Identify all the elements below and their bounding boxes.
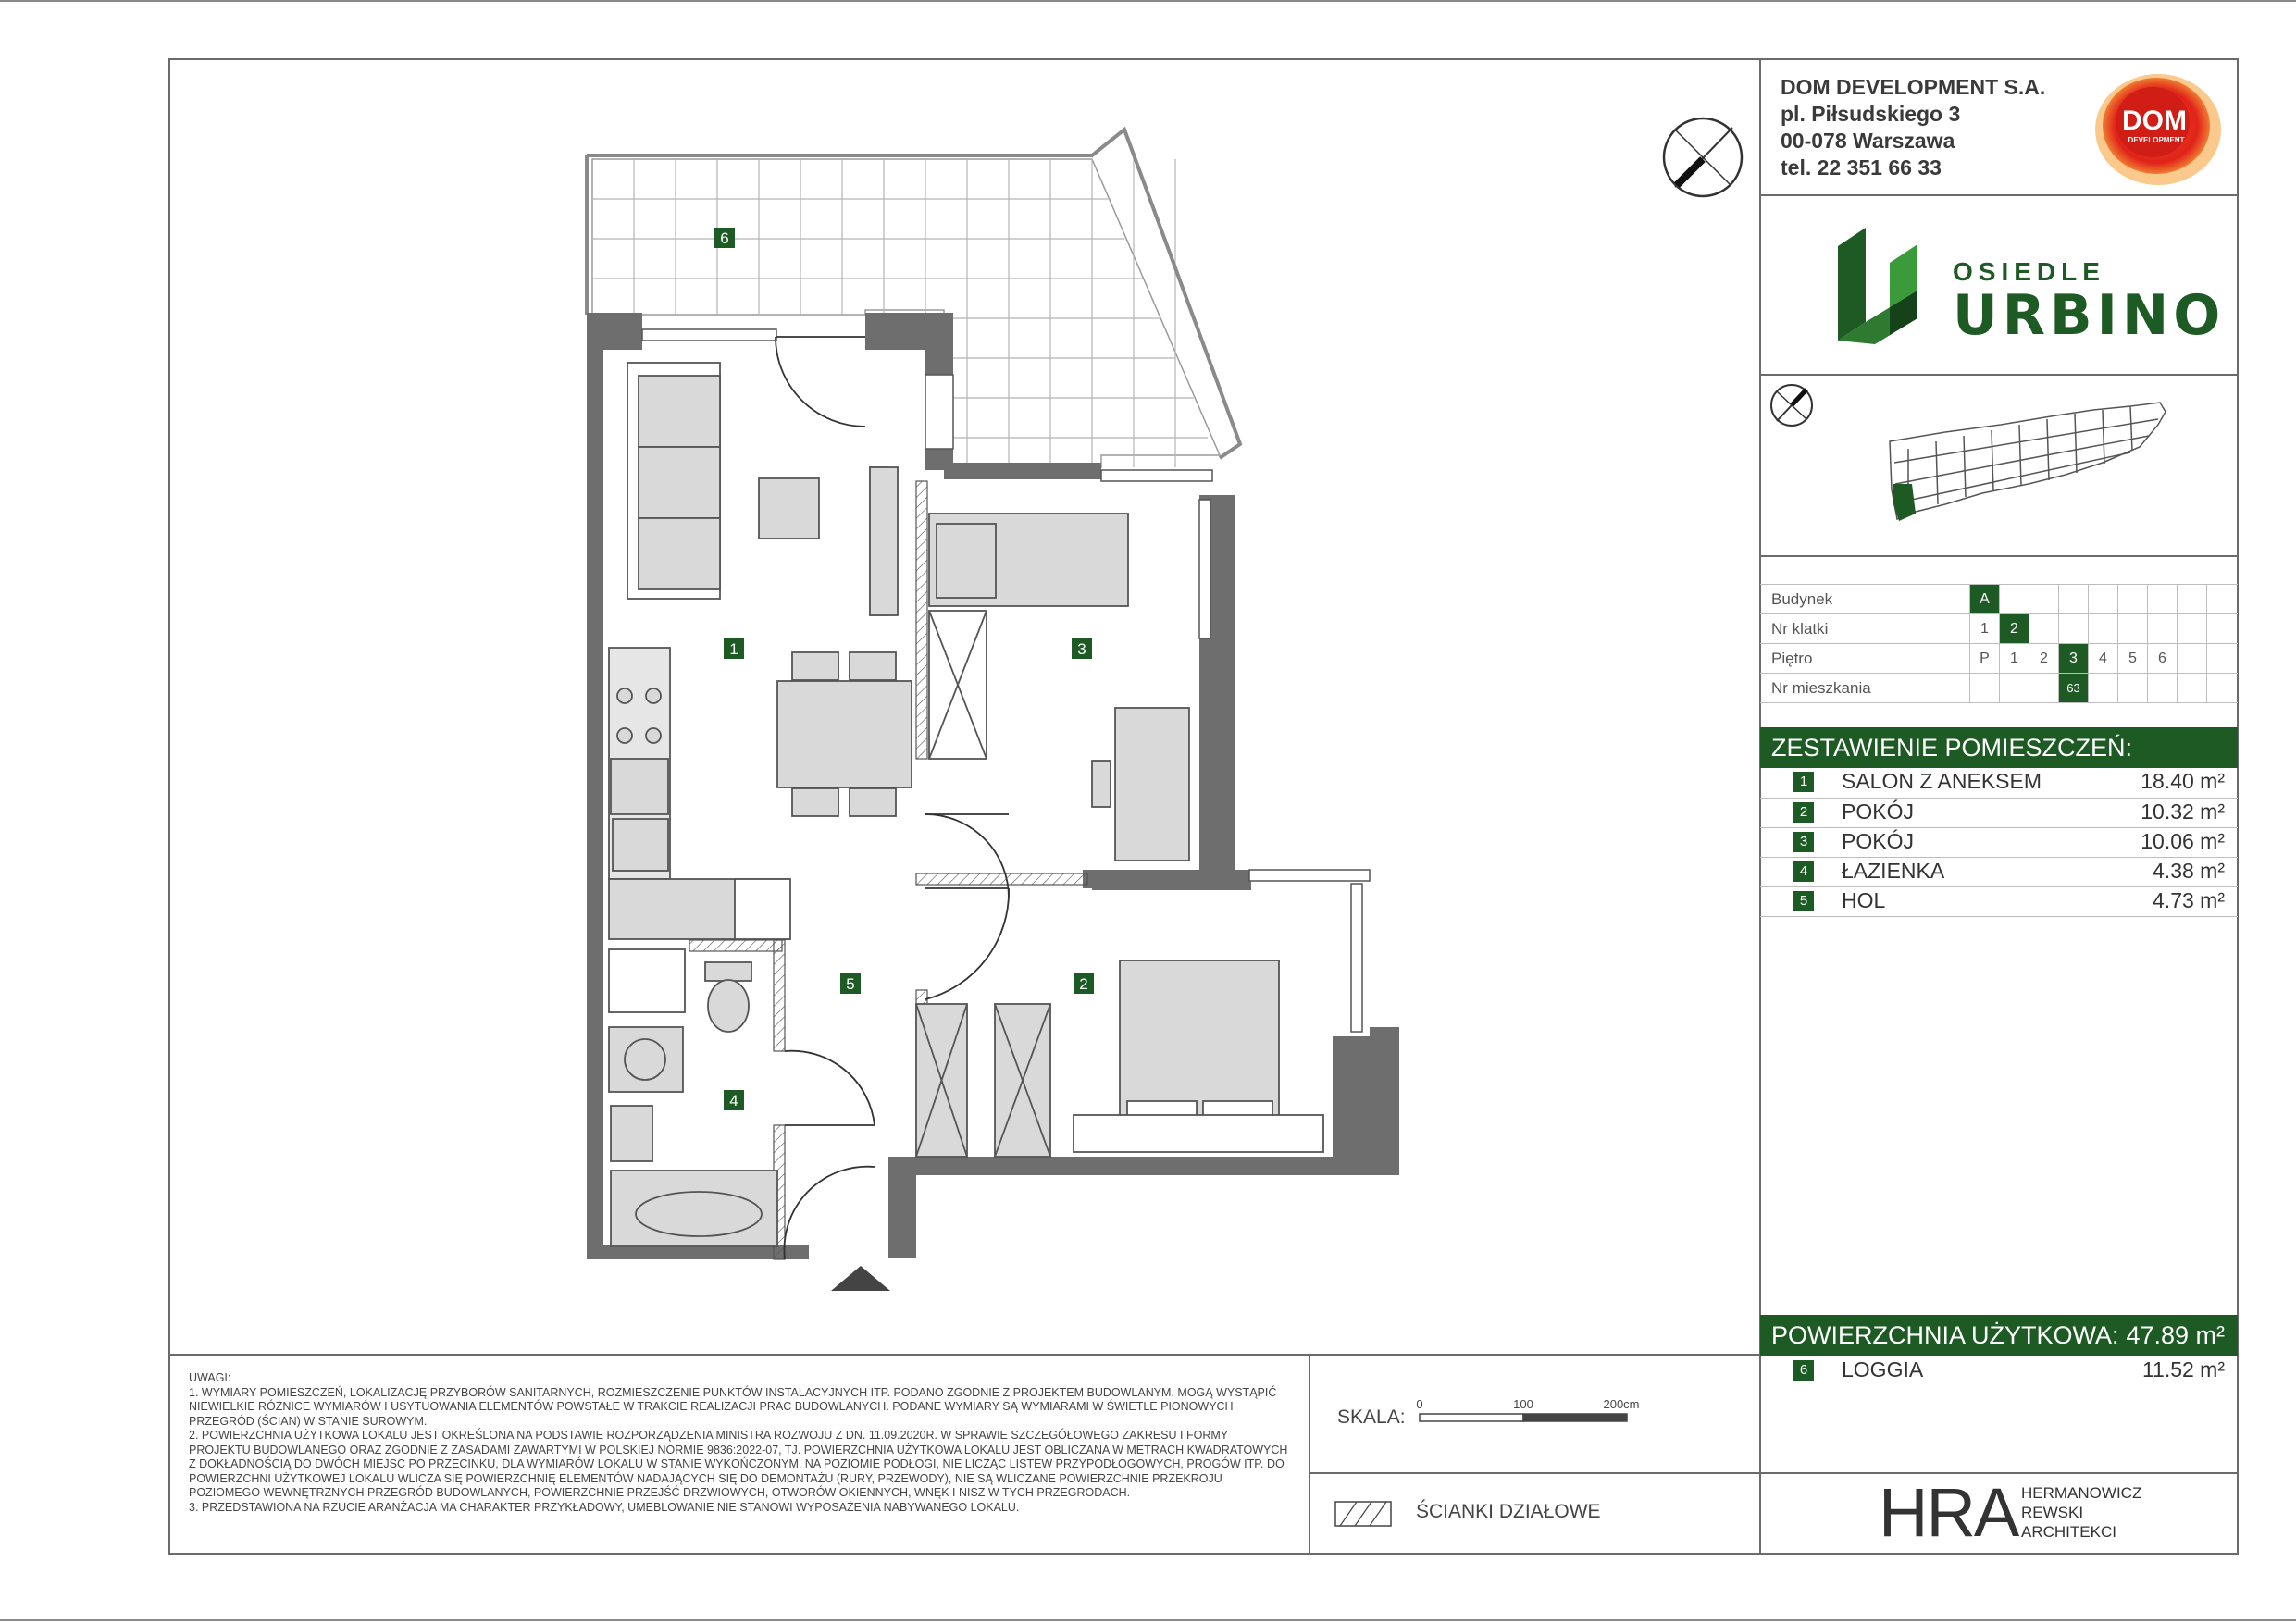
keyplan-compass-icon — [1771, 385, 1812, 426]
architect-line: ARCHITEKCI — [2021, 1523, 2116, 1541]
total-area-bar — [1760, 1315, 2238, 1356]
keyplan-building — [1890, 403, 2166, 519]
room-area: 10.32 m² — [2141, 799, 2225, 824]
room-name: POKÓJ — [1842, 829, 1914, 853]
room-tag: 6 — [720, 229, 729, 247]
floor-cell-1: 1 — [1999, 644, 2029, 674]
room-row — [1760, 799, 2238, 828]
urbino-logo-small: OSIEDLE — [1953, 257, 2105, 286]
apartment-label: Nr mieszkania — [1771, 679, 1871, 697]
dom-development-logo — [2090, 68, 2223, 189]
architect-names — [2021, 1483, 2141, 1542]
floor-cell-2: 2 — [2029, 644, 2058, 674]
room-row — [1760, 887, 2238, 917]
company-street: pl. Piłsudskiego 3 — [1781, 102, 1961, 126]
room-number: 6 — [1793, 1360, 1814, 1381]
floor-cell-6: 6 — [2147, 644, 2177, 674]
stair-cell-1: 1 — [1969, 614, 1999, 644]
note-item: 2. POWIERZCHNIA UŻYTKOWA LOKALU JEST OKREŚLONA NA PODSTAWIE ROZPORZĄDZENIA MINISTRA ROZWOJU Z DN. 11.09.2020R. W SPRAWIE SZCZEGÓŁOWEGO ZAKRESU I FORMY PROJEKTU BUDOWLANEGO ORAZ ZGODNIE Z ZASADAMI ZAWARTYMI W POLSKIEJ NORMIE 9836:2022-07, TJ. POWIERZCHNIA UŻYTKOWA LOKALU JEST OBLICZANA W METRACH KWADRATOWYCH Z DOKŁADNOŚCIĄ DO DWÓCH MIEJSC PO PRZECINKU, DLA WYMIARÓW LOKALU W STANIE WYKOŃCZONYM, NA POZIOMIE PODŁOGI, NIE LICZĄC LISTEW PRZYPODŁOGOWYCH, PROGÓW ITP. DO POWIERZCHNI UŻYTKOWEJ LOKALU WLICZA SIĘ POWIERZCHNIĘ ELEMENTÓW NADAJĄCYCH SIĘ DO DEMONTAŻU (RURY, PRZEWODY), NIE SĄ WLICZANE POWIERZCHNIE PRZEKROJU POZIOMEGO WEWNĘTRZNYCH PRZEGRÓD BUDOWLANYCH, POWIERZCHNIE PRZEJŚĆ DRZWIOWYCH, OTWORÓW OKIENNYCH, WNĘK I NISZ W TYCH PRZEGRODACH. — [189, 1429, 1288, 1499]
legend-label: ŚCIANKI DZIAŁOWE — [1416, 1501, 1601, 1522]
dom-logo-subtext: DEVELOPMENT — [2128, 136, 2185, 144]
room-area: 18.40 m² — [2141, 769, 2225, 793]
company-block — [1781, 74, 2045, 181]
room-area: 4.73 m² — [2153, 888, 2225, 912]
total-area-value: 47.89 m² — [2126, 1321, 2225, 1349]
room-number: 3 — [1793, 832, 1814, 852]
room-tag: 3 — [1077, 640, 1086, 658]
key-plan — [1760, 375, 2238, 555]
scale-label: SKALA: — [1337, 1406, 1406, 1428]
room-number: 5 — [1793, 891, 1814, 911]
urbino-logo-big: URBINO — [1953, 283, 2226, 348]
stair-row — [1760, 614, 2238, 644]
note-item: 1. WYMIARY POMIESZCZEŃ, LOKALIZACJĘ PRZYBORÓW SANITARNYCH, ROZMIESZCZENIE PUNKTÓW INSTALACYJNYCH ITP. PODANO ZGODNIE Z PROJEKTEM BUDOWLANYM. MOGĄ WYSTĄPIĆ NIEWIELKIE RÓŻNICE WYMIARÓW I USYTUOWANIA ELEMENTÓW POWSTAŁE W TRAKCIE REALIZACJI PRAC BUDOWLANYCH. PODANE WYMIARY SĄ WYMIARAMI W ŚWIETLE PIONOWYCH PRZEGRÓD (ŚCIAN) W STANIE SUROWYM. — [189, 1385, 1277, 1428]
stair-cell-2: 2 — [1999, 614, 2029, 644]
room-number: 2 — [1793, 802, 1814, 823]
notes-title: UWAGI: — [189, 1371, 231, 1384]
dom-logo-text: DOM — [2122, 105, 2187, 136]
apartment-cell: 63 — [2058, 674, 2088, 703]
north-arrow-icon — [1657, 111, 1749, 204]
room-tag: 4 — [729, 1092, 738, 1109]
total-area-label: POWIERZCHNIA UŻYTKOWA: — [1771, 1321, 2119, 1349]
scale-tick-label: 200cm — [1603, 1397, 1640, 1411]
loggia-row — [1760, 1357, 2238, 1386]
room-number: 4 — [1793, 861, 1814, 882]
apartment-row — [1760, 674, 2238, 703]
room-tag: 5 — [846, 975, 855, 993]
floor-cell-5: 5 — [2117, 644, 2147, 674]
rooms-header-text: ZESTAWIENIE POMIESZCZEŃ: — [1771, 734, 2133, 762]
floor-cell-3: 3 — [2058, 644, 2088, 674]
building-label: Budynek — [1771, 590, 1833, 608]
floor-cell-4: 4 — [2088, 644, 2117, 674]
room-name: POKÓJ — [1842, 799, 1914, 824]
architect-line: HERMANOWICZ — [2021, 1484, 2142, 1502]
architect-line: REWSKI — [2021, 1504, 2084, 1521]
room-area: 4.38 m² — [2153, 859, 2225, 883]
company-name: DOM DEVELOPMENT S.A. — [1781, 75, 2046, 99]
room-row — [1760, 858, 2238, 887]
rooms-header — [1760, 727, 2238, 768]
room-row — [1760, 768, 2238, 798]
company-city: 00-078 Warszawa — [1781, 129, 1955, 153]
building-row — [1760, 585, 2238, 614]
floor-cell-p: P — [1969, 644, 1999, 674]
room-tag: 1 — [729, 640, 738, 658]
company-divider — [1760, 194, 2239, 196]
company-phone: tel. 22 351 66 33 — [1781, 155, 1942, 180]
floor-label: Piętro — [1771, 650, 1813, 667]
entrance-arrow-icon — [831, 1266, 890, 1291]
room-number: 1 — [1793, 772, 1814, 792]
room-row — [1760, 828, 2238, 858]
room-area: 10.06 m² — [2141, 829, 2225, 853]
partition-wall-legend-icon — [1334, 1501, 1392, 1529]
scale-tick-label: 0 — [1416, 1397, 1423, 1411]
floor-row — [1760, 644, 2238, 674]
room-tag: 2 — [1079, 975, 1088, 993]
note-item: 3. PRZEDSTAWIONA NA RZUCIE ARANŻACJA MA CHARAKTER PRZYKŁADOWY, UMEBLOWANIE NIE STANOWI WYPOSAŻENIA NABYWANEGO LOKALU. — [189, 1500, 1020, 1514]
stair-label: Nr klatki — [1771, 620, 1829, 638]
room-name: ŁAZIENKA — [1842, 859, 1945, 883]
architect-logo: HRA — [1879, 1474, 2018, 1551]
urbino-logo-mark — [1834, 226, 1945, 346]
legend-divider — [1309, 1472, 1760, 1474]
room-area: 11.52 m² — [2141, 1357, 2225, 1381]
room-name: LOGGIA — [1842, 1357, 1924, 1381]
keyplan-divider — [1760, 555, 2239, 557]
scale-tick-label: 100 — [1513, 1397, 1533, 1411]
building-cell-a: A — [1969, 585, 1999, 614]
room-name: SALON Z ANEKSEM — [1842, 769, 2042, 793]
page-bottom-rule — [0, 1619, 2296, 1621]
scale-divider — [1309, 1354, 1310, 1555]
scale-bar — [1416, 1395, 1647, 1432]
room-name: HOL — [1842, 888, 1886, 912]
notes-block — [189, 1371, 1288, 1515]
